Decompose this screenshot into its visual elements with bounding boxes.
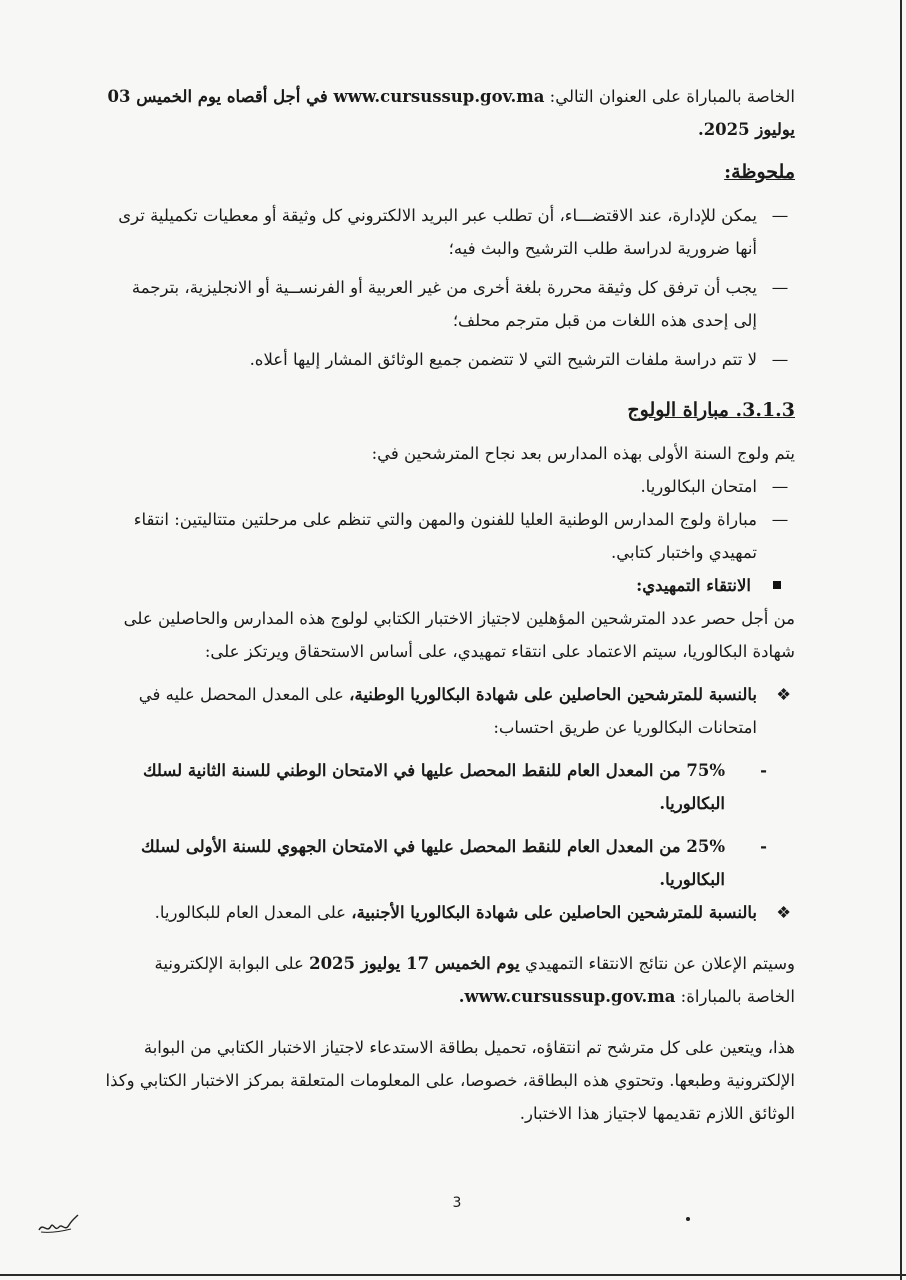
page-content xyxy=(105,80,795,1130)
foreign-bac-text: على المعدل العام للبكالوريا. xyxy=(154,903,352,922)
dash-marker: - xyxy=(760,761,767,780)
announcement-paragraph xyxy=(105,947,795,1013)
note-item-text: يجب أن ترفق كل وثيقة محررة بلغة أخرى من غير العربية أو الفرنســية أو الانجليزية، بترجمة إلى إحدى هذه اللغات من قبل مترجم محلف؛ xyxy=(131,278,757,330)
preselection-intro: من أجل حصر عدد المترشحين المؤهلين لاجتياز الاختبار الكتابي لولوج هذه المدارس والحاصلين على شهادة البكالوريا، سيتم الاعتماد على انتقاء تمهيدي، على أساس الاستحقاق ويرتكز على: xyxy=(123,609,795,661)
note-item xyxy=(105,343,795,376)
weight-item xyxy=(105,754,795,820)
page-number: 3 xyxy=(452,1195,462,1211)
note-item xyxy=(105,271,795,337)
section-item xyxy=(105,503,795,569)
weight-item-text: 75% من المعدل العام للنقط المحصل عليها في الامتحان الوطني للسنة الثانية لسلك البكالوريا. xyxy=(143,761,725,813)
square-bullet-icon xyxy=(773,581,781,589)
note-item-text: يمكن للإدارة، عند الاقتضـــاء، أن تطلب عبر البريد الالكتروني كل وثيقة أو معطيات تكميلية ترى أنها ضرورية لدراسة طلب الترشيح والبث فيه؛ xyxy=(118,206,757,258)
intro-link: www.cursussup.gov.ma xyxy=(333,87,545,106)
foreign-bac-item xyxy=(105,896,795,929)
weight-item xyxy=(105,830,795,896)
dash-marker: — xyxy=(771,510,789,529)
signature-icon xyxy=(35,1210,80,1240)
intro-deadline: في أجل أقصاه يوم الخميس 03 يوليوز 2025. xyxy=(107,87,795,139)
preselection-heading-item xyxy=(105,569,781,602)
dash-marker: — xyxy=(771,477,789,496)
section-intro: يتم ولوج السنة الأولى بهذه المدارس بعد نجاح المترشحين في: xyxy=(371,444,795,463)
diamond-bullet-icon: ❖ xyxy=(776,685,791,704)
section-item-text: مباراة ولوج المدارس الوطنية العليا للفنون والمهن والتي تنظم على مرحلتين متتاليتين: انتقاء تمهيدي واختبار كتابي. xyxy=(133,510,757,562)
note-list xyxy=(105,199,795,376)
announcement-link: www.cursussup.gov.ma. xyxy=(458,987,676,1006)
intro-text-before: الخاصة بالمباراة على العنوان التالي: xyxy=(544,87,795,106)
stray-dot xyxy=(686,1217,690,1221)
dash-marker: - xyxy=(760,837,767,856)
national-bac-text: على المعدل المحصل عليه في امتحانات البكالوريا عن طريق احتساب: xyxy=(138,685,757,737)
intro-paragraph xyxy=(105,80,795,146)
dash-marker: — xyxy=(771,278,789,297)
section-item xyxy=(105,470,795,503)
section-list xyxy=(105,470,795,569)
note-item xyxy=(105,199,795,265)
page-edge-right xyxy=(900,0,902,1280)
announcement-text-before: وسيتم الإعلان عن نتائج الانتقاء التمهيدي xyxy=(519,954,795,973)
national-bac-label: بالنسبة للمترشحين الحاصلين على شهادة البكالوريا الوطنية، xyxy=(349,685,757,704)
note-item-text: لا تتم دراسة ملفات الترشيح التي لا تتضمن جميع الوثائق المشار إليها أعلاه. xyxy=(249,350,757,369)
section-heading: 3.1.3. مباراة الولوج xyxy=(627,399,795,421)
closing-paragraph: هذا، ويتعين على كل مترشح تم انتقاؤه، تحميل بطاقة الاستدعاء لاجتياز الاختبار الكتابي من البوابة الإلكترونية وطبعها. وتحتوي هذه البطاقة، خصوصا، على المعلومات المتعلقة بمركز الاختبار الكتابي وكذا الوثائق اللازم تقديمها لاجتياز هذا الاختبار. xyxy=(105,1038,795,1123)
section-item-text: امتحان البكالوريا. xyxy=(640,477,757,496)
dash-marker: — xyxy=(771,350,789,369)
page-edge-bottom xyxy=(0,1274,906,1276)
diamond-bullet-icon: ❖ xyxy=(776,903,791,922)
announcement-date: يوم الخميس 17 يوليوز 2025 xyxy=(309,954,520,973)
note-heading: ملحوظة: xyxy=(724,161,795,183)
preselection-heading: الانتقاء التمهيدي: xyxy=(636,576,751,595)
announcement-text-after: على البوابة الإلكترونية الخاصة بالمباراة: xyxy=(154,954,795,1006)
weight-item-text: 25% من المعدل العام للنقط المحصل عليها في الامتحان الجهوي للسنة الأولى لسلك البكالوريا. xyxy=(141,837,725,889)
dash-marker: — xyxy=(771,206,789,225)
foreign-bac-label: بالنسبة للمترشحين الحاصلين على شهادة البكالوريا الأجنبية، xyxy=(351,903,757,922)
national-bac-item xyxy=(105,678,795,744)
